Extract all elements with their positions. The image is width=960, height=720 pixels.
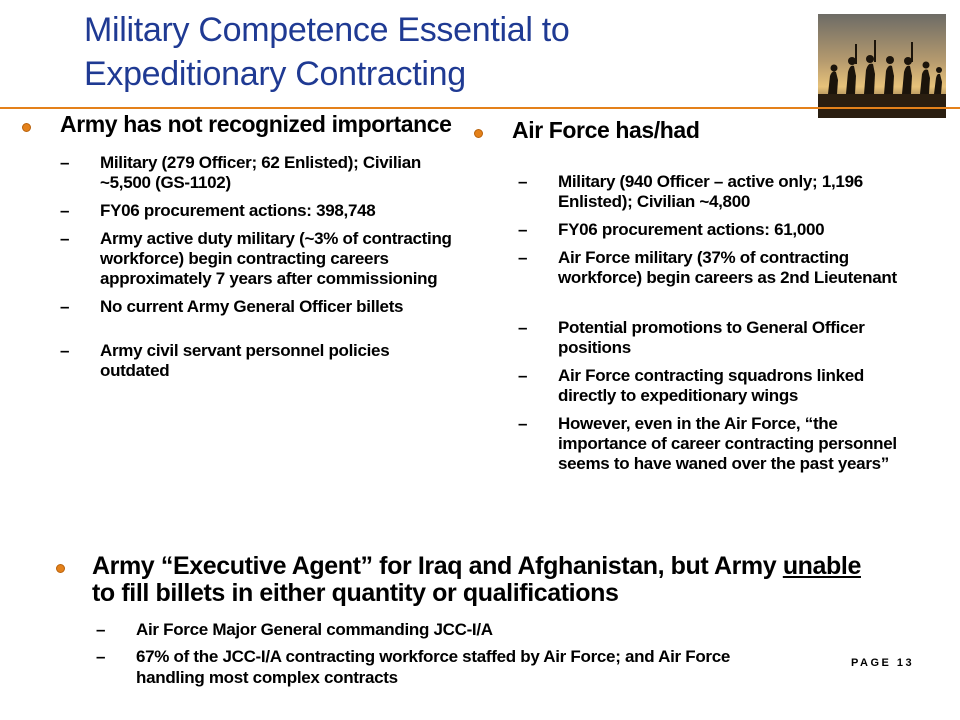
dash-icon: – [518,366,528,385]
dash-icon: – [518,220,528,239]
page-number: PAGE 13 [851,657,915,669]
list-item: – Army active duty military (~3% of contracting workforce) begin contracting careers approximately 7 years after commissioning [60,229,452,288]
list-item: – Military (940 Officer – active only; 1,196 Enlisted); Civilian ~4,800 [518,172,863,211]
underlined-word: unable [782,552,861,580]
slide-title [84,8,784,96]
left-heading-text: Army has not recognized importance [60,111,452,137]
dash-icon: – [518,414,528,433]
right-heading [474,118,924,142]
list-item: – Air Force contracting squadrons linked directly to expeditionary wings [518,366,864,405]
right-heading-text: Air Force has/had [512,117,700,143]
dash-icon: – [518,172,528,191]
list-item: – FY06 procurement actions: 61,000 [518,220,825,239]
left-heading [22,112,462,136]
list-item: – FY06 procurement actions: 398,748 [60,201,376,220]
list-item: – No current Army General Officer billets [60,297,404,316]
left-sub-list [60,153,462,381]
title-divider [0,107,960,109]
list-item: – Air Force Major General commanding JCC-I/A [96,620,493,639]
dash-icon: – [60,201,70,220]
right-column [474,118,924,482]
bottom-heading: Army “Executive Agent” for Iraq and Afghanistan, but Army unable to fill billets in either quantity or qualifications [56,553,876,607]
dash-icon: – [96,620,106,639]
right-sub-list [518,172,924,474]
title-line-1: Military Competence Essential to [84,11,570,49]
title-line-2: Expeditionary Contracting [84,55,466,93]
list-item: – 67% of the JCC-I/A contracting workforce staffed by Air Force; and Air Force handling most complex contracts [96,647,731,687]
list-item: – Potential promotions to General Officer positions [518,318,865,357]
dash-icon: – [60,229,70,248]
list-item: – Air Force military (37% of contracting workforce) begin careers as 2nd Lieutenant [518,248,897,287]
bullet-icon [22,123,31,132]
bottom-sub-list [96,619,786,688]
list-item: – Military (279 Officer; 62 Enlisted); Civilian ~5,500 (GS-1102) [60,153,421,192]
dash-icon: – [60,297,70,316]
dash-icon: – [96,647,106,666]
bottom-section [56,553,876,694]
list-item: – Army civil servant personnel policies outdated [60,341,390,380]
dash-icon: – [518,318,528,337]
soldiers-silhouette-image [818,14,946,118]
dash-icon: – [60,341,70,360]
bullet-icon [56,564,65,573]
bullet-icon [474,129,483,138]
dash-icon: – [518,248,528,267]
dash-icon: – [60,153,70,172]
left-column [22,112,462,389]
list-item: – However, even in the Air Force, “the importance of career contracting personnel seems to have waned over the past years” [518,414,897,473]
